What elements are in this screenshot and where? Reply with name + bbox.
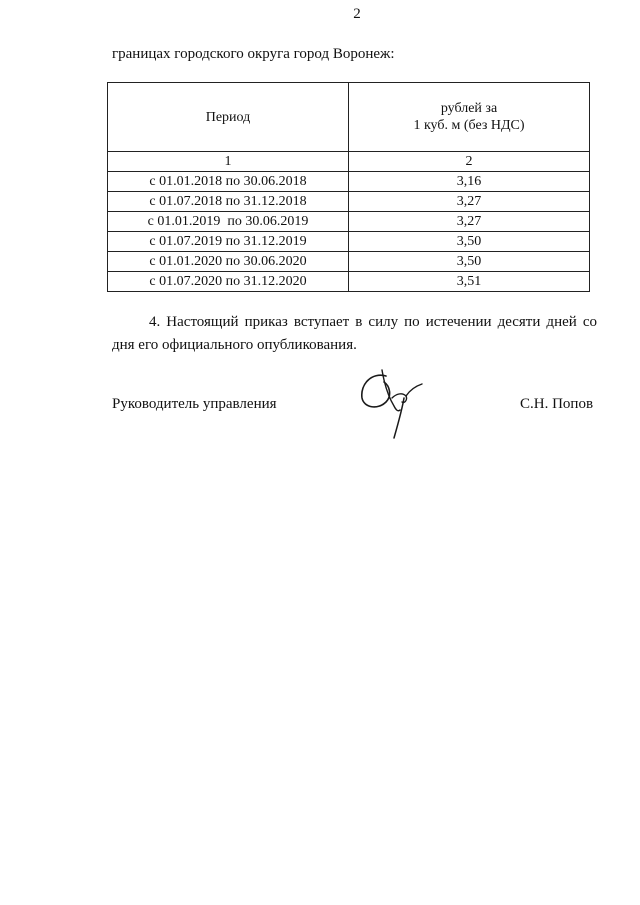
table-row <box>108 212 590 232</box>
table-row <box>108 232 590 252</box>
period-cell: с 01.01.2018 по 30.06.2018 <box>108 172 349 192</box>
price-cell: 3,51 <box>349 272 590 292</box>
column-number: 1 <box>108 152 349 172</box>
period-cell: с 01.01.2020 по 30.06.2020 <box>108 252 349 272</box>
period-cell: с 01.07.2020 по 31.12.2020 <box>108 272 349 292</box>
header-price: рублей за 1 куб. м (без НДС) <box>349 83 590 152</box>
table-row <box>108 192 590 212</box>
table-row <box>108 252 590 272</box>
handwritten-signature <box>352 366 436 444</box>
period-cell: с 01.07.2019 по 31.12.2019 <box>108 232 349 252</box>
signatory-title: Руководитель управления <box>112 396 277 412</box>
paragraph-4: 4. Настоящий приказ вступает в силу по истечении десяти дней со дня его официального опубликования. <box>112 314 597 353</box>
tariff-table <box>107 82 590 292</box>
price-cell: 3,27 <box>349 212 590 232</box>
price-cell: 3,27 <box>349 192 590 212</box>
price-cell: 3,50 <box>349 232 590 252</box>
table-row <box>108 272 590 292</box>
signatory-name: С.Н. Попов <box>520 396 594 412</box>
table-header-row <box>108 83 590 152</box>
table-row <box>108 172 590 192</box>
price-cell: 3,16 <box>349 172 590 192</box>
header-period: Период <box>108 83 349 152</box>
price-cell: 3,50 <box>349 252 590 272</box>
period-cell: с 01.07.2018 по 31.12.2018 <box>108 192 349 212</box>
column-number: 2 <box>349 152 590 172</box>
column-number-row <box>108 152 590 172</box>
period-cell: с 01.01.2019 по 30.06.2019 <box>108 212 349 232</box>
intro-line: границах городского округа город Воронеж: <box>112 46 395 62</box>
page-number: 2 <box>353 6 361 22</box>
